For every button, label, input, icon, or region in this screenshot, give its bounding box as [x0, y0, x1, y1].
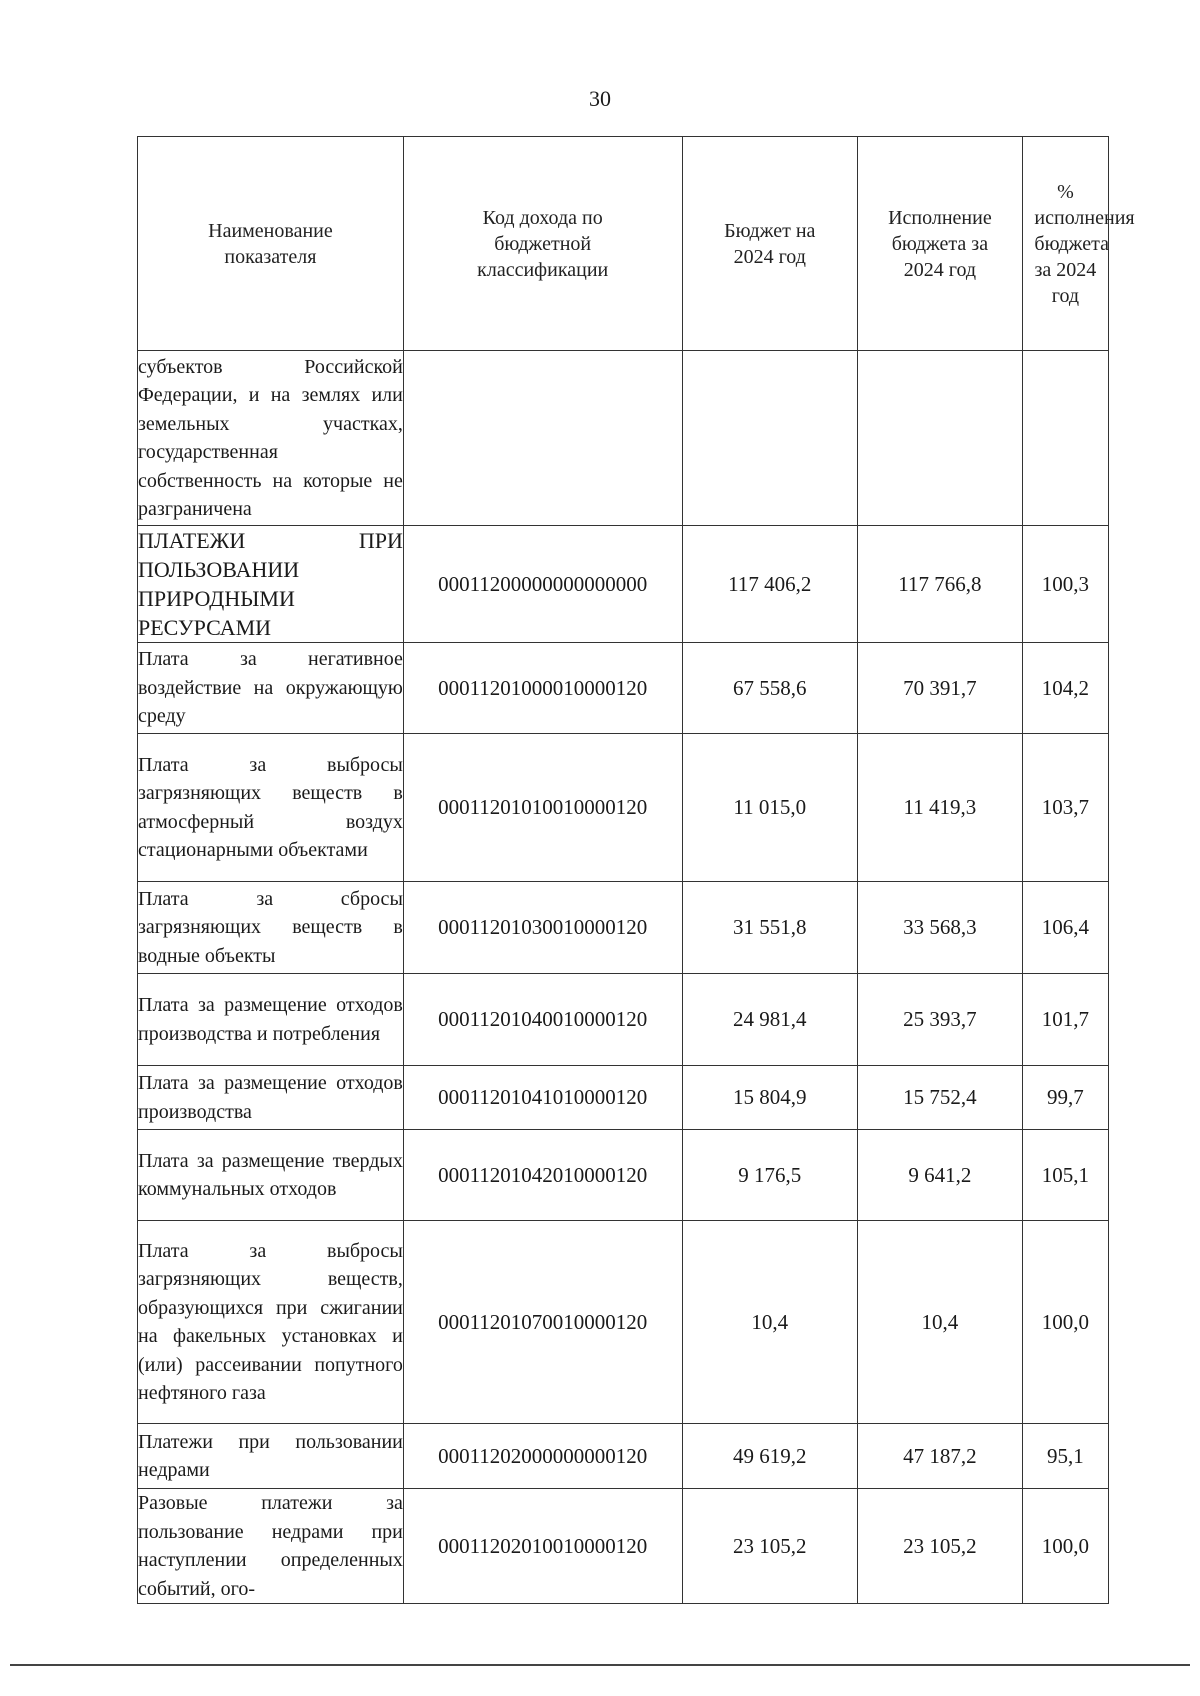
header-name: Наименование показателя	[138, 137, 404, 351]
row-name: ПЛАТЕЖИ ПРИ ПОЛЬЗОВАНИИ ПРИРОДНЫМИ РЕСУРСАМИ	[138, 526, 404, 643]
row-budget: 31 551,8	[682, 882, 857, 974]
row-execution: 10,4	[857, 1221, 1022, 1424]
row-execution: 23 105,2	[857, 1489, 1022, 1604]
row-name: Плата за сбросы загрязняющих веществ в водные объекты	[138, 882, 404, 974]
row-name: Плата за размещение отходов производства	[138, 1066, 404, 1130]
row-execution: 33 568,3	[857, 882, 1022, 974]
row-budget: 67 558,6	[682, 643, 857, 734]
table-row	[138, 526, 1109, 643]
table-row	[138, 1489, 1109, 1604]
row-name: Плата за выбросы загрязняющих веществ, образующихся при сжигании на факельных установках и (или) рассеивании попутного нефтяного газа	[138, 1221, 404, 1424]
row-code: 00011201040010000120	[403, 974, 682, 1066]
row-code: 00011201070010000120	[403, 1221, 682, 1424]
row-percent: 100,0	[1022, 1221, 1108, 1424]
table-row	[138, 1066, 1109, 1130]
row-code: 00011201041010000120	[403, 1066, 682, 1130]
row-budget: 11 015,0	[682, 734, 857, 882]
row-percent: 103,7	[1022, 734, 1108, 882]
table-row	[138, 643, 1109, 734]
page-number: 30	[589, 86, 611, 111]
table-row	[138, 1221, 1109, 1424]
row-percent: 105,1	[1022, 1130, 1108, 1221]
row-percent: 106,4	[1022, 882, 1108, 974]
row-name: субъектов Российской Федерации, и на землях или земельных участках, государственная собственность на которые не разграничена	[138, 351, 404, 526]
budget-execution-table	[137, 136, 1135, 1604]
row-execution: 47 187,2	[857, 1424, 1022, 1489]
table-row	[138, 1130, 1109, 1221]
row-name: Разовые платежи за пользование недрами при наступлении определенных событий, ого-	[138, 1489, 404, 1604]
row-execution: 15 752,4	[857, 1066, 1022, 1130]
table-row	[138, 882, 1109, 974]
row-code: 00011201000010000120	[403, 643, 682, 734]
page-bottom-rule	[10, 1664, 1190, 1666]
row-budget: 9 176,5	[682, 1130, 857, 1221]
row-budget: 23 105,2	[682, 1489, 857, 1604]
row-execution: 70 391,7	[857, 643, 1022, 734]
row-name: Плата за размещение отходов производства и потребления	[138, 974, 404, 1066]
row-code: 00011202000000000120	[403, 1424, 682, 1489]
row-budget: 49 619,2	[682, 1424, 857, 1489]
row-name: Плата за выбросы загрязняющих веществ в атмосферный воздух стационарными объектами	[138, 734, 404, 882]
row-percent: 104,2	[1022, 643, 1108, 734]
row-budget: 117 406,2	[682, 526, 857, 643]
row-percent: 100,3	[1022, 526, 1108, 643]
row-name: Плата за размещение твердых коммунальных отходов	[138, 1130, 404, 1221]
row-name: Плата за негативное воздействие на окружающую среду	[138, 643, 404, 734]
row-execution: 25 393,7	[857, 974, 1022, 1066]
table-row	[138, 734, 1109, 882]
row-execution: 11 419,3	[857, 734, 1022, 882]
header-budget: Бюджет на 2024 год	[682, 137, 857, 351]
header-percent: % исполнения бюджета за 2024 год	[1022, 137, 1108, 351]
row-code: 00011201030010000120	[403, 882, 682, 974]
row-code: 00011201042010000120	[403, 1130, 682, 1221]
row-execution: 117 766,8	[857, 526, 1022, 643]
header-execution: Исполнение бюджета за 2024 год	[857, 137, 1022, 351]
row-execution: 9 641,2	[857, 1130, 1022, 1221]
row-budget: 15 804,9	[682, 1066, 857, 1130]
row-budget: 24 981,4	[682, 974, 857, 1066]
row-percent: 100,0	[1022, 1489, 1108, 1604]
row-code: 00011200000000000000	[403, 526, 682, 643]
row-percent: 95,1	[1022, 1424, 1108, 1489]
row-percent: 101,7	[1022, 974, 1108, 1066]
row-budget: 10,4	[682, 1221, 857, 1424]
table-row	[138, 1424, 1109, 1489]
header-code: Код дохода по бюджетной классификации	[403, 137, 682, 351]
table-row-continuation	[138, 351, 1109, 526]
row-code: 00011201010010000120	[403, 734, 682, 882]
row-name: Платежи при пользовании недрами	[138, 1424, 404, 1489]
table-row	[138, 974, 1109, 1066]
row-percent: 99,7	[1022, 1066, 1108, 1130]
row-code: 00011202010010000120	[403, 1489, 682, 1604]
